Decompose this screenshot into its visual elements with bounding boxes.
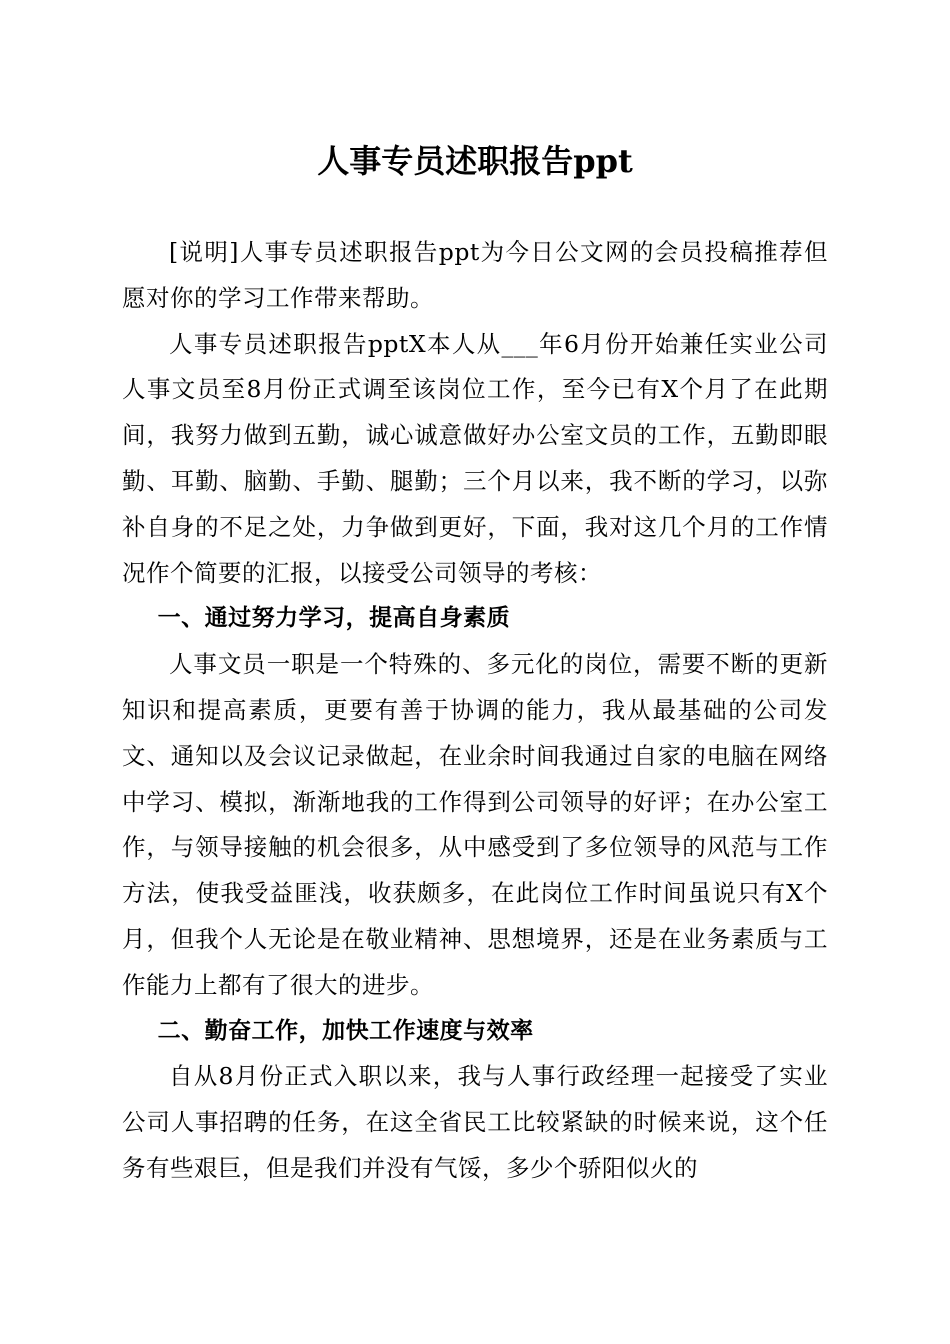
document-body — [122, 230, 828, 1192]
section-heading-1: 一、通过努力学习，提高自身素质 — [157, 605, 511, 632]
intro-paragraph: [说明]人事专员述职报告ppt为今日公文网的会员投稿推荐但愿对你的学习工作带来帮助。 — [122, 238, 828, 312]
paragraph-1: 人事专员述职报告pptX本人从___年6月份开始兼任实业公司人事文员至8月份正式调至该岗位工作，至今已有X个月了在此期间，我努力做到五勤，诚心诚意做好办公室文员的工作，五勤即眼勤、耳勤、脑勤、手勤、腿勤；三个月以来，我不断的学习，以弥补自身的不足之处，力争做到更好，下面，我对这几个月的工作情况作个简要的汇报，以接受公司领导的考核： — [122, 329, 828, 587]
document-title: 人事专员述职报告ppt — [317, 142, 633, 180]
paragraph-2: 人事文员一职是一个特殊的、多元化的岗位，需要不断的更新知识和提高素质，更要有善于协调的能力，我从最基础的公司发文、通知以及会议记录做起，在业余时间我通过自家的电脑在网络中学习、模拟，渐渐地我的工作得到公司领导的好评；在办公室工作，与领导接触的机会很多，从中感受到了多位领导的风范与工作方法，使我受益匪浅，收获颇多，在此岗位工作时间虽说只有X个月，但我个人无论是在敬业精神、思想境界，还是在业务素质与工作能力上都有了很大的进步。 — [122, 650, 828, 999]
section-heading-2: 二、勤奋工作，加快工作速度与效率 — [157, 1017, 534, 1044]
paragraph-3: 自从8月份正式入职以来，我与人事行政经理一起接受了实业公司人事招聘的任务，在这全省民工比较紧缺的时候来说，这个任务有些艰巨，但是我们并没有气馁，多少个骄阳似火的 — [122, 1062, 828, 1182]
